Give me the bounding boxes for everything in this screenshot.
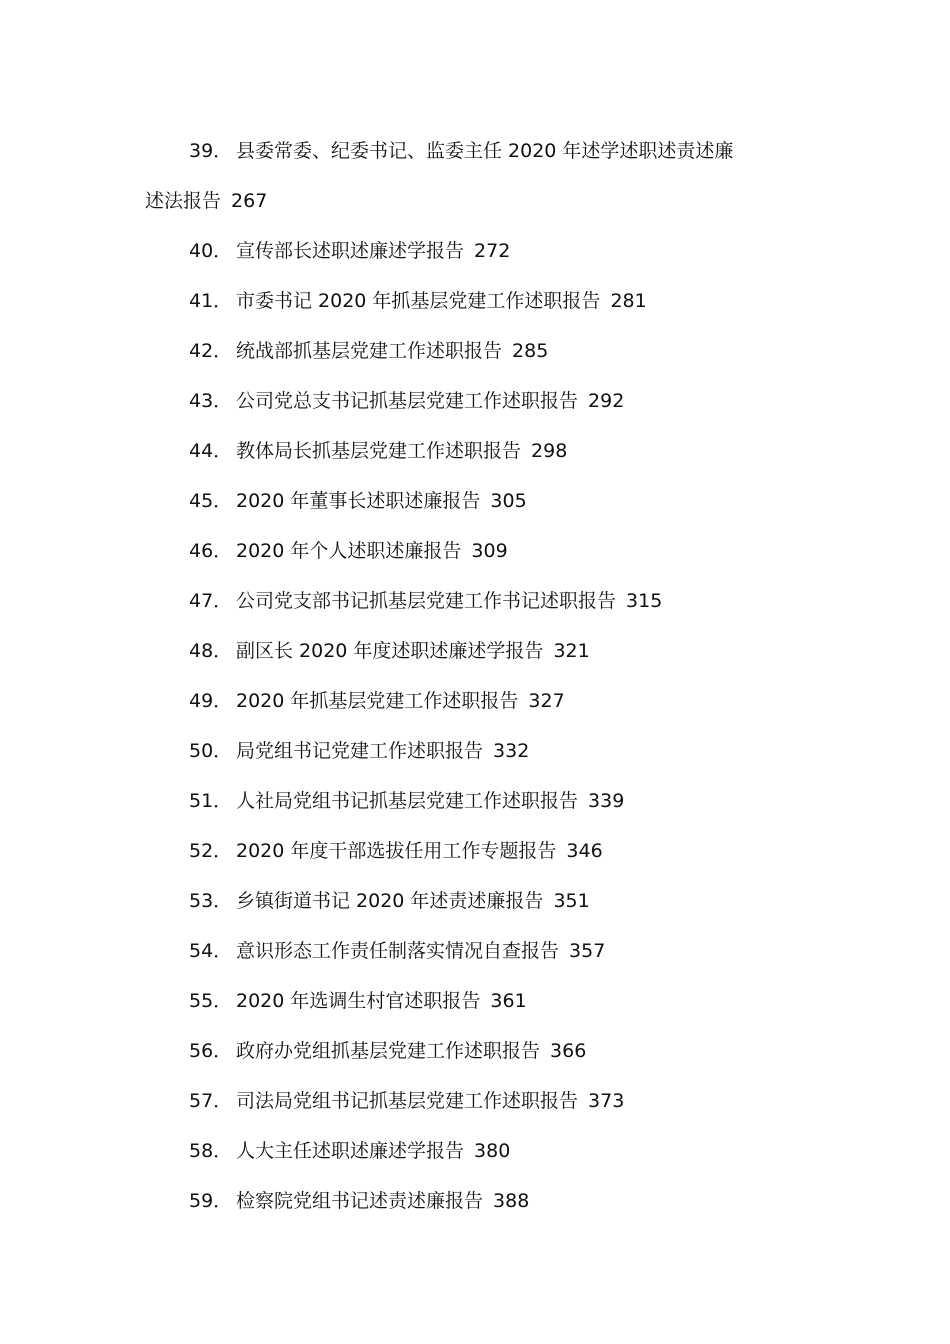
toc-entry[interactable] — [0, 976, 950, 1026]
toc-entry[interactable] — [0, 676, 950, 726]
toc-entry-number: 40． — [189, 240, 233, 262]
toc-entry[interactable] — [0, 926, 950, 976]
toc-entry-page: 315 — [626, 590, 663, 612]
toc-entry[interactable] — [0, 826, 950, 876]
toc-entry-title-line — [236, 326, 548, 376]
toc-entry-title: 2020 年选调生村官述职报告 — [236, 990, 481, 1012]
toc-entry-number: 53． — [189, 890, 233, 912]
toc-entry-page: 267 — [231, 190, 268, 212]
toc-entry-number: 43． — [189, 390, 233, 412]
toc-entry-number: 39． — [189, 140, 233, 162]
toc-entry[interactable] — [0, 576, 950, 626]
toc-entry[interactable] — [0, 876, 950, 926]
toc-entry-page: 357 — [569, 940, 606, 962]
toc-entry-number: 55． — [189, 990, 233, 1012]
toc-entry-page: 366 — [550, 1040, 587, 1062]
toc-entry-title: 公司党支部书记抓基层党建工作书记述职报告 — [236, 590, 617, 612]
toc-entry-page: 373 — [588, 1090, 625, 1112]
toc-entry-title-line — [236, 776, 624, 826]
toc-entry-title-line — [236, 926, 605, 976]
toc-entry-number: 54． — [189, 940, 233, 962]
toc-entry[interactable] — [0, 226, 950, 276]
toc-entry-title: 2020 年度干部选拔任用工作专题报告 — [236, 840, 557, 862]
toc-entry-page: 332 — [493, 740, 530, 762]
toc-entry-title: 司法局党组书记抓基层党建工作述职报告 — [236, 1090, 579, 1112]
toc-entry[interactable] — [0, 426, 950, 476]
toc-entry[interactable] — [0, 726, 950, 776]
toc-entry-title: 公司党总支书记抓基层党建工作述职报告 — [236, 390, 579, 412]
toc-entry-title: 2020 年抓基层党建工作述职报告 — [236, 690, 519, 712]
toc-entry[interactable] — [0, 376, 950, 426]
toc-entry-page: 346 — [566, 840, 603, 862]
toc-entry-page: 298 — [531, 440, 568, 462]
toc-entry-number: 58． — [189, 1140, 233, 1162]
toc-entry-title: 2020 年个人述职述廉报告 — [236, 540, 462, 562]
toc-entry-page: 327 — [528, 690, 565, 712]
toc-entry-title: 意识形态工作责任制落实情况自查报告 — [236, 940, 560, 962]
toc-entry-title: 政府办党组抓基层党建工作述职报告 — [236, 1040, 541, 1062]
toc-entry-number: 41． — [189, 290, 233, 312]
toc-entry-title-line — [236, 476, 527, 526]
toc-entry-page: 351 — [553, 890, 590, 912]
toc-entry-number: 57． — [189, 1090, 233, 1112]
toc-entry-title: 统战部抓基层党建工作述职报告 — [236, 340, 503, 362]
toc-entry-title-line — [236, 526, 508, 576]
toc-entry[interactable] — [0, 1026, 950, 1076]
toc-entry-title-line — [236, 426, 567, 476]
toc-entry-page: 388 — [493, 1190, 530, 1212]
toc-entry-page: 285 — [512, 340, 549, 362]
toc-entry-number: 50． — [189, 740, 233, 762]
toc-entry[interactable] — [0, 276, 950, 326]
toc-entry-page: 339 — [588, 790, 625, 812]
toc-entry-title: 人大主任述职述廉述学报告 — [236, 1140, 465, 1162]
toc-entry-number: 46． — [189, 540, 233, 562]
toc-entry-title: 局党组书记党建工作述职报告 — [236, 740, 484, 762]
toc-entry[interactable] — [0, 626, 950, 676]
toc-entry[interactable] — [0, 1176, 950, 1226]
toc-entry[interactable] — [0, 1126, 950, 1176]
toc-entry-title-line — [236, 876, 590, 926]
toc-entry-number: 49． — [189, 690, 233, 712]
toc-entry[interactable] — [0, 776, 950, 826]
toc-entry-title-line — [236, 976, 527, 1026]
toc-entry-title-line — [236, 576, 662, 626]
toc-entry-number: 59． — [189, 1190, 233, 1212]
toc-entry-number: 48． — [189, 640, 233, 662]
toc-entry-title: 副区长 2020 年度述职述廉述学报告 — [236, 640, 544, 662]
toc-entry-number: 51． — [189, 790, 233, 812]
toc-entry-title-line — [236, 1176, 529, 1226]
toc-entry-page: 272 — [474, 240, 511, 262]
toc-entry[interactable] — [0, 526, 950, 576]
toc-entry[interactable] — [0, 1076, 950, 1126]
toc-entry-title: 宣传部长述职述廉述学报告 — [236, 240, 465, 262]
toc-entry-title-line — [236, 826, 603, 876]
toc-entry-page: 361 — [490, 990, 527, 1012]
toc-entry-page: 281 — [610, 290, 647, 312]
toc-entry-number: 47． — [189, 590, 233, 612]
toc-entry-title-continued — [145, 176, 267, 226]
toc-entry-title: 市委书记 2020 年抓基层党建工作述职报告 — [236, 290, 601, 312]
toc-entry-title-line — [236, 1026, 586, 1076]
toc-entry-number: 56． — [189, 1040, 233, 1062]
toc-entry-title-line — [236, 726, 529, 776]
toc-entry-number: 42． — [189, 340, 233, 362]
toc-entry[interactable] — [0, 476, 950, 526]
toc-entry-title-line — [236, 376, 624, 426]
toc-entry-title-line — [236, 276, 647, 326]
toc-entry-page: 292 — [588, 390, 625, 412]
toc-entry-page: 380 — [474, 1140, 511, 1162]
toc-entry-page: 321 — [553, 640, 590, 662]
toc-entry-title: 教体局长抓基层党建工作述职报告 — [236, 440, 522, 462]
toc-entry-title: 乡镇街道书记 2020 年述责述廉报告 — [236, 890, 544, 912]
toc-entry-title-line — [236, 1126, 510, 1176]
toc-entry[interactable] — [0, 326, 950, 376]
toc-entry-title: 检察院党组书记述责述廉报告 — [236, 1190, 484, 1212]
toc-entry-title: 2020 年董事长述职述廉报告 — [236, 490, 481, 512]
toc-entry-title: 人社局党组书记抓基层党建工作述职报告 — [236, 790, 579, 812]
toc-entry-number: 45． — [189, 490, 233, 512]
toc-entry-number: 44． — [189, 440, 233, 462]
toc-entry-title-line2: 述法报告 — [145, 190, 222, 212]
table-of-contents — [0, 126, 950, 1226]
toc-entry-title-line — [236, 1076, 624, 1126]
toc-entry-page: 305 — [490, 490, 527, 512]
toc-entry[interactable] — [0, 126, 950, 226]
toc-entry-title-line — [236, 676, 565, 726]
toc-entry-page: 309 — [471, 540, 508, 562]
toc-entry-number: 52． — [189, 840, 233, 862]
toc-entry-title-line — [236, 226, 510, 276]
toc-entry-title-line — [236, 626, 590, 676]
toc-entry-title: 县委常委、纪委书记、监委主任 2020 年述学述职述责述廉 — [236, 140, 734, 162]
